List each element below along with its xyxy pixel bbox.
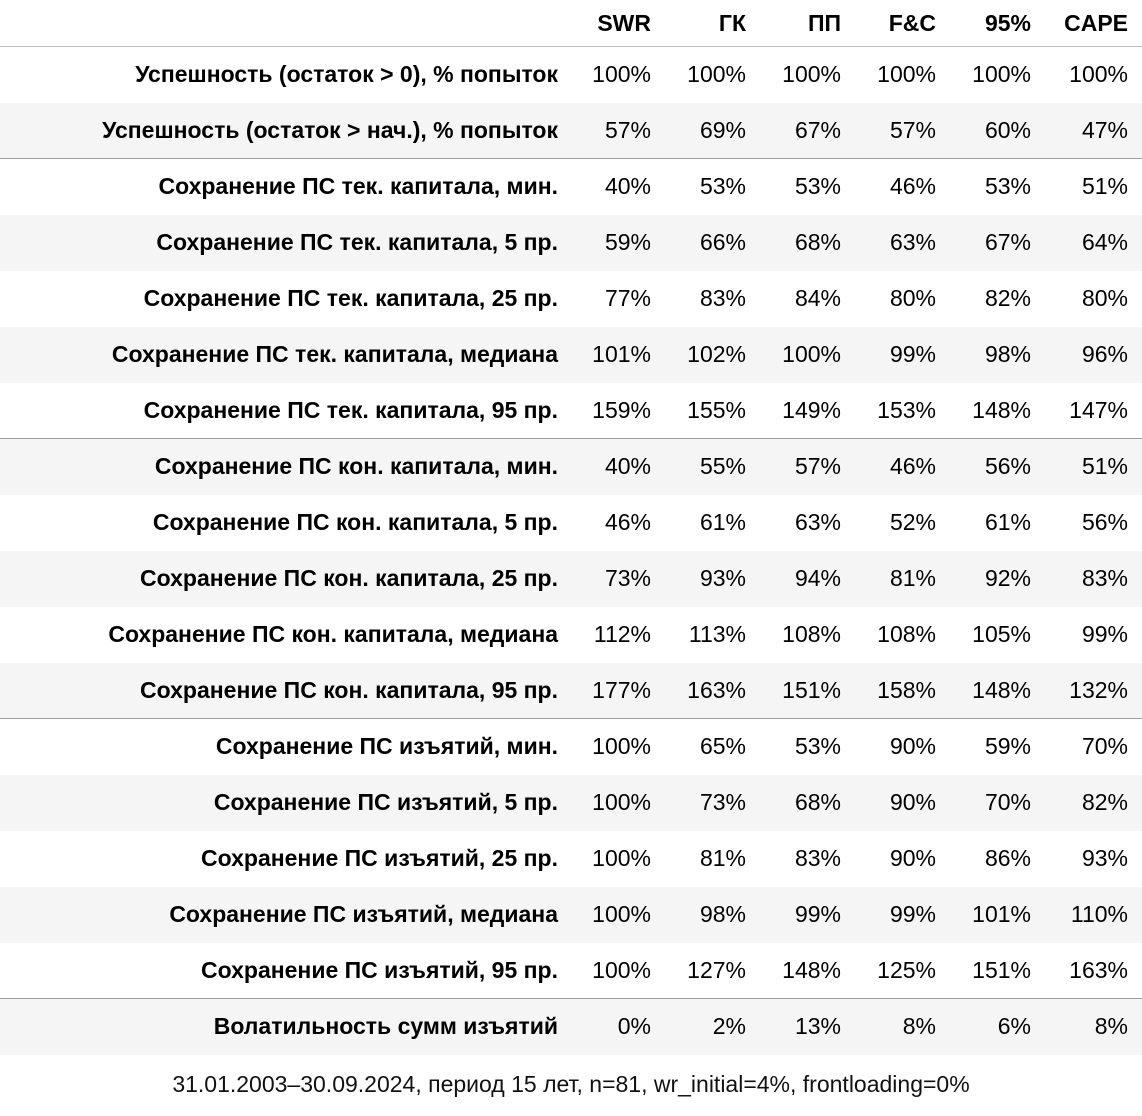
row-label: Сохранение ПС кон. капитала, мин. <box>0 439 570 495</box>
table-cell: 8% <box>855 999 950 1055</box>
table-cell: 100% <box>570 775 665 831</box>
table-cell: 98% <box>665 887 760 943</box>
table-cell: 53% <box>699 173 746 200</box>
table-cell: 155% <box>665 383 760 439</box>
table-cell: 0% <box>570 999 665 1055</box>
table-cell: 153% <box>855 383 950 439</box>
row-label: Сохранение ПС кон. капитала, 5 пр. <box>152 509 558 535</box>
column-header: ГК <box>665 0 760 47</box>
table-cell: 177% <box>570 663 665 719</box>
table-cell: 100% <box>782 61 841 88</box>
table-cell: 59% <box>984 733 1031 760</box>
table-cell: 100% <box>877 61 936 88</box>
header-corner <box>0 0 570 47</box>
table-cell: 63% <box>855 215 950 271</box>
table-cell: 110% <box>1045 887 1142 943</box>
table-row <box>0 663 1142 719</box>
table-cell: 112% <box>593 621 651 647</box>
table-cell: 73% <box>665 775 760 831</box>
column-header: F&C <box>855 0 950 47</box>
table-cell: 159% <box>570 383 665 439</box>
table-cell: 53% <box>984 173 1031 200</box>
table-row <box>0 159 1142 215</box>
table-row <box>0 551 1142 607</box>
table-cell: 100% <box>687 61 746 88</box>
table-row <box>0 439 1142 495</box>
table-cell: 81% <box>855 551 950 607</box>
table-cell: 99% <box>855 887 950 943</box>
table-cell: 98% <box>950 327 1045 383</box>
row-label: Успешность (остаток > 0), % попыток <box>135 61 558 88</box>
table-row <box>0 495 1142 551</box>
row-label: Сохранение ПС изъятий, медиана <box>0 887 570 943</box>
table-cell: 40% <box>570 439 665 495</box>
table-cell: 82% <box>984 285 1031 311</box>
column-header: ПП <box>760 0 855 47</box>
table-cell: 100% <box>592 61 651 88</box>
table-cell: 92% <box>950 551 1045 607</box>
table-row <box>0 719 1142 775</box>
table-cell: 100% <box>592 733 651 760</box>
row-label: Сохранение ПС тек. капитала, 5 пр. <box>0 215 570 271</box>
table-row <box>0 271 1142 327</box>
table-cell: 46% <box>889 173 936 200</box>
table-cell: 90% <box>889 733 936 760</box>
table-cell: 70% <box>950 775 1045 831</box>
table-cell: 2% <box>665 999 760 1055</box>
table-row <box>0 943 1142 999</box>
table-cell: 99% <box>1081 621 1128 647</box>
table-cell: 53% <box>794 733 841 760</box>
table-cell: 56% <box>950 439 1045 495</box>
table-cell: 8% <box>1045 999 1142 1055</box>
table-row <box>0 831 1142 887</box>
row-label: Сохранение ПС кон. капитала, 25 пр. <box>0 551 570 607</box>
table-cell: 93% <box>665 551 760 607</box>
table-cell: 132% <box>1045 663 1142 719</box>
row-label: Сохранение ПС изъятий, 25 пр. <box>201 845 558 871</box>
table-cell: 100% <box>972 61 1031 88</box>
table-cell: 101% <box>570 327 665 383</box>
table-cell: 40% <box>604 173 651 200</box>
table-cell: 90% <box>855 775 950 831</box>
table-cell: 47% <box>1045 103 1142 159</box>
table-cell: 148% <box>950 383 1045 439</box>
table-cell: 68% <box>760 775 855 831</box>
table-cell: 100% <box>592 845 651 871</box>
row-label: Сохранение ПС кон. капитала, медиана <box>108 621 558 647</box>
table-cell: 57% <box>855 103 950 159</box>
table-row <box>0 327 1142 383</box>
table-cell: 67% <box>760 103 855 159</box>
table-cell: 52% <box>889 509 936 535</box>
row-label: Сохранение ПС изъятий, мин. <box>215 733 558 760</box>
table-row <box>0 47 1142 103</box>
table-cell: 86% <box>984 845 1031 871</box>
table-cell: 163% <box>665 663 760 719</box>
table-cell: 64% <box>1045 215 1142 271</box>
table-cell: 84% <box>794 285 841 311</box>
table-cell: 51% <box>1045 439 1142 495</box>
table-cell: 163% <box>1045 943 1142 999</box>
table-cell: 90% <box>889 845 936 871</box>
table-cell: 83% <box>794 845 841 871</box>
table-cell: 80% <box>889 285 936 311</box>
table-cell: 63% <box>794 509 841 535</box>
table-cell: 69% <box>665 103 760 159</box>
table-cell: 113% <box>688 621 746 647</box>
table-cell: 105% <box>972 621 1031 647</box>
table-cell: 80% <box>1081 285 1128 311</box>
table-cell: 99% <box>760 887 855 943</box>
table-cell: 61% <box>984 509 1031 535</box>
table-cell: 81% <box>699 845 746 871</box>
table-cell: 82% <box>1045 775 1142 831</box>
table-cell: 66% <box>665 215 760 271</box>
table-row <box>0 215 1142 271</box>
row-label: Успешность (остаток > нач.), % попыток <box>0 103 570 159</box>
table-cell: 100% <box>760 327 855 383</box>
table-cell: 100% <box>570 943 665 999</box>
table-cell: 99% <box>855 327 950 383</box>
header-row <box>0 0 1142 47</box>
table-cell: 101% <box>950 887 1045 943</box>
table-cell: 46% <box>855 439 950 495</box>
table-cell: 93% <box>1081 845 1128 871</box>
table-cell: 151% <box>950 943 1045 999</box>
column-header: CAPE <box>1045 0 1142 47</box>
table-cell: 100% <box>570 887 665 943</box>
table-cell: 70% <box>1081 733 1128 760</box>
table-row <box>0 103 1142 159</box>
table-cell: 125% <box>855 943 950 999</box>
table-caption: 31.01.2003–30.09.2024, период 15 лет, n=81, wr_initial=4%, frontloading=0% <box>172 1070 970 1097</box>
row-label: Сохранение ПС тек. капитала, медиана <box>0 327 570 383</box>
table-cell: 13% <box>760 999 855 1055</box>
row-label: Сохранение ПС изъятий, 5 пр. <box>0 775 570 831</box>
table-cell: 46% <box>604 509 651 535</box>
table-cell: 55% <box>665 439 760 495</box>
table-row <box>0 775 1142 831</box>
table-cell: 57% <box>760 439 855 495</box>
table-cell: 65% <box>699 733 746 760</box>
row-label: Сохранение ПС изъятий, 95 пр. <box>0 943 570 999</box>
row-label: Сохранение ПС тек. капитала, 25 пр. <box>143 285 558 311</box>
table-cell: 96% <box>1045 327 1142 383</box>
table-cell: 73% <box>570 551 665 607</box>
table-cell: 53% <box>794 173 841 200</box>
table-cell: 77% <box>604 285 651 311</box>
table-cell: 148% <box>760 943 855 999</box>
table-cell: 60% <box>950 103 1045 159</box>
table-cell: 67% <box>950 215 1045 271</box>
table-cell: 59% <box>570 215 665 271</box>
table-cell: 68% <box>760 215 855 271</box>
table-cell: 57% <box>570 103 665 159</box>
table-cell: 6% <box>950 999 1045 1055</box>
table-cell: 83% <box>1045 551 1142 607</box>
table-cell: 108% <box>782 621 841 647</box>
table-row <box>0 887 1142 943</box>
table-body <box>0 47 1142 1055</box>
row-label: Волатильность сумм изъятий <box>0 999 570 1055</box>
table-cell: 147% <box>1045 383 1142 439</box>
table-cell: 102% <box>665 327 760 383</box>
table-row <box>0 607 1142 663</box>
row-label: Сохранение ПС тек. капитала, 95 пр. <box>0 383 570 439</box>
table-cell: 151% <box>760 663 855 719</box>
column-header: 95% <box>950 0 1045 47</box>
column-header: SWR <box>570 0 665 47</box>
table-cell: 108% <box>877 621 936 647</box>
table-cell: 100% <box>1069 61 1128 88</box>
table-cell: 83% <box>699 285 746 311</box>
table-cell: 51% <box>1081 173 1128 200</box>
table-cell: 149% <box>760 383 855 439</box>
table-row <box>0 383 1142 439</box>
table-cell: 158% <box>855 663 950 719</box>
row-label: Сохранение ПС тек. капитала, мин. <box>158 173 558 200</box>
table-cell: 127% <box>665 943 760 999</box>
table-cell: 148% <box>950 663 1045 719</box>
table-cell: 56% <box>1081 509 1128 535</box>
table-header <box>0 0 1142 47</box>
table-row <box>0 999 1142 1055</box>
table-cell: 94% <box>760 551 855 607</box>
row-label: Сохранение ПС кон. капитала, 95 пр. <box>0 663 570 719</box>
table-cell: 61% <box>699 509 746 535</box>
